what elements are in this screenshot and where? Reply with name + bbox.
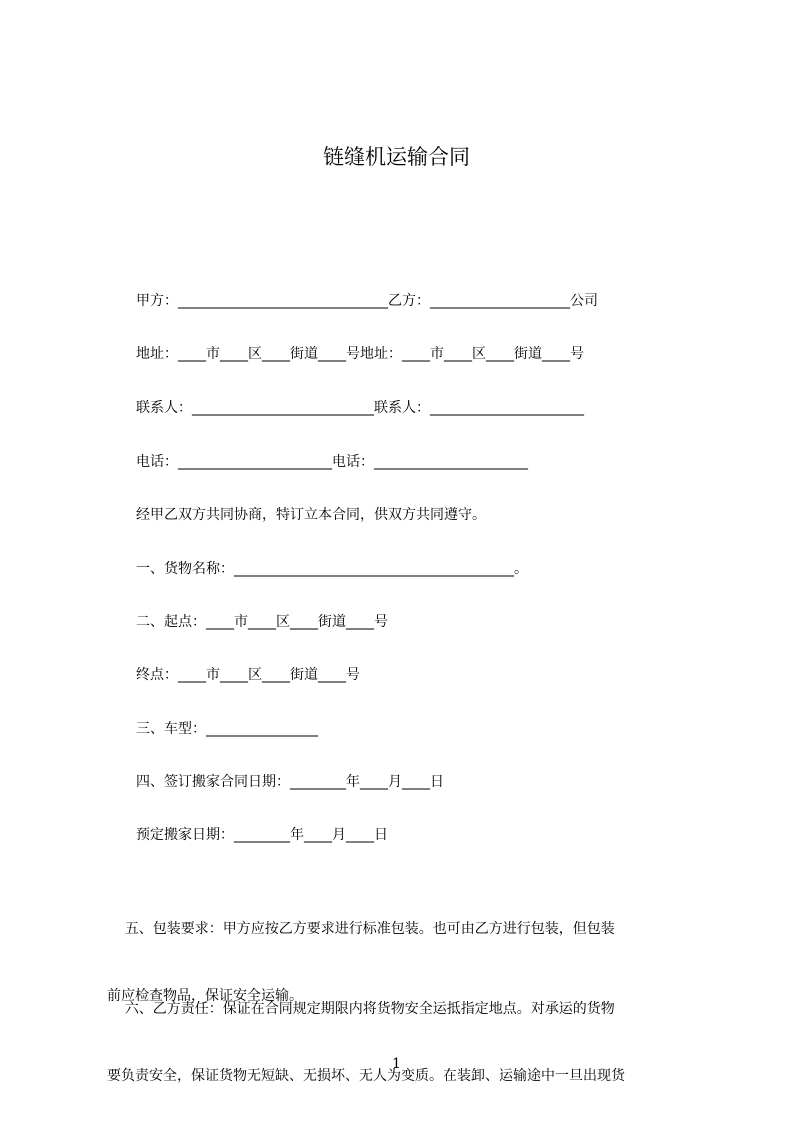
party-names-line: 甲方：______________________________乙方：____________________公司 [136, 293, 598, 309]
party-b-duty-clause-line: 六、乙方责任：保证在合同规定期限内将货物安全运抵指定地点。对承运的货物 [107, 1001, 615, 1017]
signing-date-line: 四、签订搬家合同日期：________年____月____日 [136, 774, 444, 790]
address-line: 地址：____市____区____街道____号地址：____市____区____街道____号 [136, 346, 584, 362]
party-b-duty-clause-line: 要负责安全，保证货物无短缺、无损坏、无人为变质。在装卸、运输途中一旦出现货 [107, 1068, 625, 1084]
phone-line: 电话：______________________电话：______________________ [136, 454, 528, 470]
contact-person-line: 联系人：__________________________联系人：______________________ [136, 400, 584, 416]
party-b-duty-clause [107, 959, 703, 1106]
origin-line: 二、起点：____市____区____街道____号 [136, 614, 388, 630]
goods-name-line: 一、货物名称：________________________________________。 [136, 561, 528, 577]
document-title: 链缝机运输合同 [323, 145, 470, 169]
packaging-clause-line: 五、包装要求：甲方应按乙方要求进行标准包装。也可由乙方进行包装，但包装 [107, 921, 615, 937]
vehicle-type-line: 三、车型：________________ [136, 721, 318, 737]
packaging-clause-line: 前应检查物品，保证安全运输。 [107, 988, 303, 1004]
preamble-line: 经甲乙双方共同协商，特订立本合同，供双方共同遵守。 [136, 507, 486, 523]
destination-line: 终点：____市____区____街道____号 [136, 667, 360, 683]
page-number: 1 [392, 1056, 401, 1072]
scheduled-date-line: 预定搬家日期：________年____月____日 [136, 827, 388, 843]
